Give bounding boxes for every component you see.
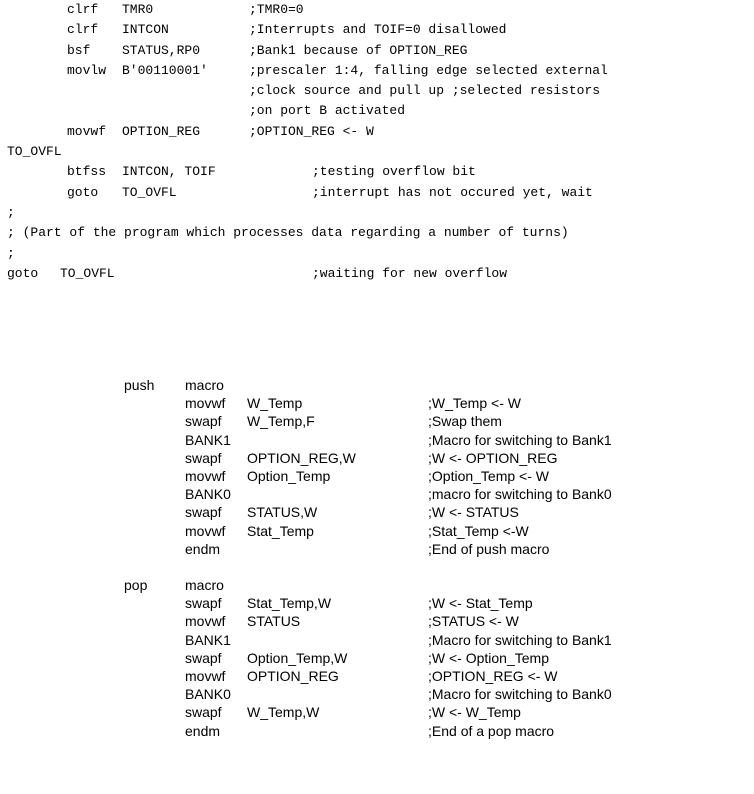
operand: Stat_Temp bbox=[247, 522, 314, 539]
code-line bbox=[0, 594, 754, 612]
operand: INTCON, TOIF bbox=[122, 164, 216, 180]
code-line bbox=[0, 449, 754, 467]
code-line bbox=[0, 0, 754, 20]
operand: W_Temp bbox=[247, 395, 303, 412]
instruction: goto bbox=[7, 265, 39, 281]
code-line bbox=[0, 101, 754, 121]
instruction: BANK0 bbox=[185, 686, 231, 703]
label: TO_OVFL bbox=[7, 144, 62, 160]
code-line bbox=[0, 685, 754, 703]
comment: ;W <- Stat_Temp bbox=[428, 595, 533, 612]
code-line bbox=[0, 264, 754, 284]
instruction: swapf bbox=[185, 504, 222, 521]
comment: ;W <- Option_Temp bbox=[428, 649, 549, 666]
code-line bbox=[0, 576, 754, 594]
comment: ;Swap them bbox=[428, 413, 502, 430]
label: push bbox=[124, 377, 155, 393]
comment: ;testing overflow bit bbox=[312, 164, 476, 180]
comment: ;waiting for new overflow bbox=[312, 265, 508, 281]
comment: ;W <- W_Temp bbox=[428, 704, 521, 721]
code-line bbox=[0, 223, 754, 243]
instruction: goto bbox=[67, 184, 99, 200]
operand: STATUS,RP0 bbox=[122, 42, 201, 58]
comment: ; bbox=[7, 204, 15, 220]
code-line bbox=[0, 122, 754, 142]
comment: ;Macro for switching to Bank0 bbox=[428, 686, 612, 703]
instruction: macro bbox=[185, 377, 224, 393]
operand: STATUS bbox=[247, 613, 301, 630]
code-line bbox=[0, 703, 754, 721]
code-line bbox=[0, 431, 754, 449]
comment: ;clock source and pull up ;selected resistors bbox=[249, 83, 601, 99]
code-line bbox=[0, 162, 754, 182]
code-line bbox=[0, 722, 754, 740]
code-line bbox=[0, 183, 754, 203]
comment: ;Bank1 because of OPTION_REG bbox=[249, 42, 468, 58]
instruction: btfss bbox=[67, 164, 107, 180]
instruction: movlw bbox=[67, 62, 107, 78]
comment: ;OPTION_REG <- W bbox=[249, 123, 374, 139]
instruction: clrf bbox=[67, 2, 99, 17]
code-line bbox=[0, 394, 754, 412]
code-listing-overflow bbox=[0, 0, 754, 284]
code-line bbox=[0, 61, 754, 81]
instruction: swapf bbox=[185, 649, 222, 666]
operand: TMR0 bbox=[122, 2, 154, 17]
comment: ;prescaler 1:4, falling edge selected external bbox=[249, 62, 608, 78]
instruction: clrf bbox=[67, 22, 99, 38]
operand: STATUS,W bbox=[247, 504, 318, 521]
operand: Option_Temp,W bbox=[247, 649, 348, 666]
instruction: endm bbox=[185, 540, 221, 557]
code-line bbox=[0, 412, 754, 430]
code-line bbox=[0, 244, 754, 264]
code-line bbox=[0, 142, 754, 162]
comment: ; (Part of the program which processes data regarding a number of turns) bbox=[7, 225, 569, 241]
code-line bbox=[0, 649, 754, 667]
spacer bbox=[0, 558, 754, 576]
comment: ;OPTION_REG <- W bbox=[428, 668, 558, 684]
code-line bbox=[0, 376, 754, 394]
instruction: swapf bbox=[185, 449, 222, 466]
comment: ;W <- STATUS bbox=[428, 504, 519, 521]
instruction: macro bbox=[185, 577, 224, 594]
comment: ;Interrupts and TOIF=0 disallowed bbox=[249, 22, 507, 38]
instruction: BANK0 bbox=[185, 486, 231, 503]
operand: Stat_Temp,W bbox=[247, 595, 332, 612]
comment: ;Macro for switching to Bank1 bbox=[428, 631, 612, 648]
code-line bbox=[0, 81, 754, 101]
comment: ;Macro for switching to Bank1 bbox=[428, 431, 612, 448]
instruction: movwf bbox=[185, 613, 226, 630]
operand: INTCON bbox=[122, 22, 169, 38]
instruction: BANK1 bbox=[185, 631, 231, 648]
code-line bbox=[0, 631, 754, 649]
comment: ;End of push macro bbox=[428, 540, 550, 557]
instruction: movwf bbox=[185, 395, 226, 412]
comment: ;on port B activated bbox=[249, 103, 406, 119]
comment: ;Stat_Temp <-W bbox=[428, 522, 529, 539]
comment: ;interrupt has not occured yet, wait bbox=[312, 184, 593, 200]
instruction: movwf bbox=[185, 467, 226, 484]
comment: ;Option_Temp <- W bbox=[428, 467, 549, 484]
code-line bbox=[0, 503, 754, 521]
code-line bbox=[0, 612, 754, 630]
operand: TO_OVFL bbox=[122, 184, 177, 200]
label: pop bbox=[124, 577, 148, 594]
instruction: bsf bbox=[67, 42, 91, 58]
operand: B'00110001' bbox=[122, 62, 208, 78]
instruction: BANK1 bbox=[185, 431, 231, 448]
instruction: movwf bbox=[67, 123, 107, 139]
operand: OPTION_REG bbox=[247, 668, 339, 684]
code-line bbox=[0, 522, 754, 540]
comment: ;STATUS <- W bbox=[428, 613, 519, 630]
instruction: swapf bbox=[185, 595, 222, 612]
operand: Option_Temp bbox=[247, 467, 331, 484]
pop-macro-block bbox=[0, 576, 754, 740]
operand: W_Temp,F bbox=[247, 413, 315, 430]
instruction: swapf bbox=[185, 704, 222, 721]
operand: W_Temp,W bbox=[247, 704, 320, 721]
code-listing-macros bbox=[0, 376, 754, 740]
operand: TO_OVFL bbox=[60, 265, 115, 281]
comment: ;macro for switching to Bank0 bbox=[428, 486, 612, 503]
code-line bbox=[0, 485, 754, 503]
instruction: movwf bbox=[185, 668, 226, 684]
comment: ;W <- OPTION_REG bbox=[428, 449, 558, 466]
code-line bbox=[0, 20, 754, 40]
comment: ;End of a pop macro bbox=[428, 722, 555, 739]
code-line bbox=[0, 540, 754, 558]
instruction: movwf bbox=[185, 522, 226, 539]
comment: ;W_Temp <- W bbox=[428, 395, 521, 412]
push-macro-block bbox=[0, 376, 754, 558]
instruction: swapf bbox=[185, 413, 222, 430]
comment: ; bbox=[7, 245, 15, 261]
code-line bbox=[0, 667, 754, 685]
code-line bbox=[0, 41, 754, 61]
operand: OPTION_REG,W bbox=[247, 449, 356, 466]
code-line bbox=[0, 467, 754, 485]
code-line bbox=[0, 203, 754, 223]
operand: OPTION_REG bbox=[122, 123, 201, 139]
instruction: endm bbox=[185, 722, 221, 739]
comment: ;TMR0=0 bbox=[249, 2, 304, 17]
